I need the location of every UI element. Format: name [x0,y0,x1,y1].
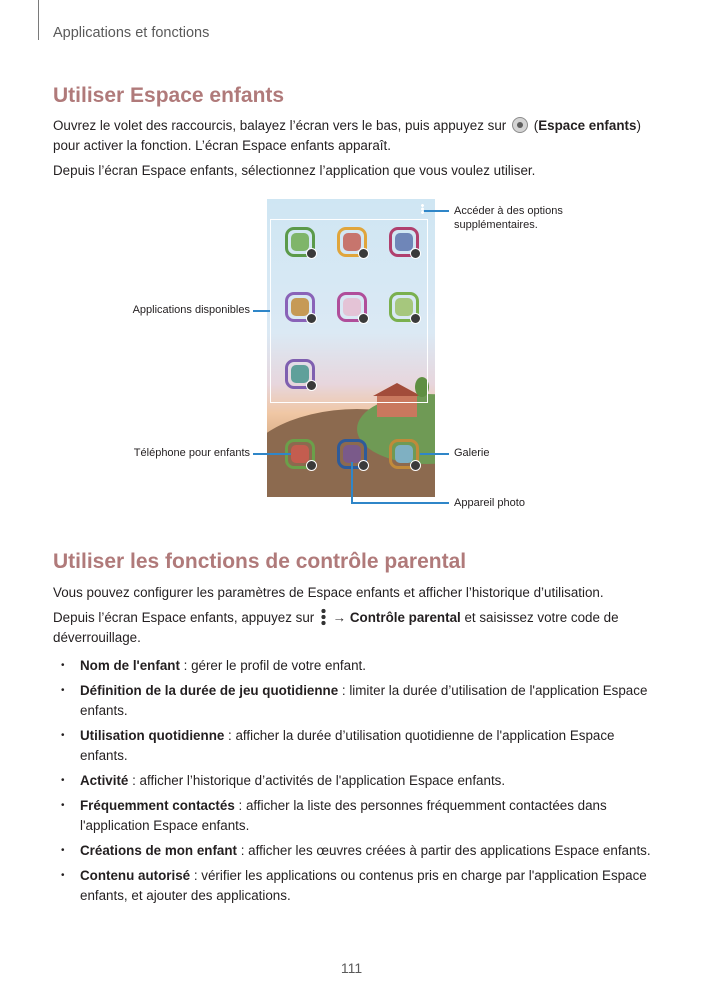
p2-text-after: et saisissez votre code de déverrouillage. [53,610,619,645]
download-icon [306,460,317,471]
kids-app-3-icon[interactable] [389,227,419,257]
section1-paragraph-1: Ouvrez le volet des raccourcis, balayez l’écran vers le bas, puis appuyez sur (Espace enfants) pour activer la fonction. L’écran Espace enfants apparaît. [53,118,641,153]
callout-gallery: Galerie [454,447,490,459]
list-item [53,726,663,766]
p1-text-before: Ouvrez le volet des raccourcis, balayez l’écran vers le bas, puis appuyez sur [53,118,507,133]
p1-text-after: pour activer la fonction. L’écran Espace enfants apparaît. [53,138,391,153]
list-item [53,771,663,791]
section2-paragraph-1: Vous pouvez configurer les paramètres de Espace enfants et afficher l’historique d’utilisation. [53,585,604,600]
callout-line-camera [351,502,449,504]
section1-paragraph-2: Depuis l’écran Espace enfants, sélectionnez l’application que vous voulez utiliser. [53,163,536,178]
download-icon [358,460,369,471]
kids-app-2-icon[interactable] [337,227,367,257]
callout-kids-phone: Téléphone pour enfants [133,447,250,459]
list-item-desc: : gérer le profil de votre enfant. [179,658,366,673]
list-item [53,656,663,676]
download-icon [306,380,317,391]
kids-app-4-icon[interactable] [285,292,315,322]
section1-title: Utiliser Espace enfants [53,84,285,107]
list-item [53,866,663,906]
list-item-desc: : afficher l’historique d’activités de l'application Espace enfants. [128,773,506,788]
callout-camera: Appareil photo [454,497,525,509]
header-rule [38,0,39,40]
list-item [53,796,663,836]
download-icon [306,313,317,324]
list-item-term: Contenu autorisé [80,868,191,883]
section-header: Applications et fonctions [53,25,210,41]
list-item [53,681,663,721]
list-item-term: Fréquemment contactés [80,798,235,813]
p2-bold: Contrôle parental [349,610,461,625]
kids-gallery-icon[interactable] [389,439,419,469]
p1-bold: Espace enfants [538,118,637,133]
download-icon [306,248,317,259]
list-item-term: Nom de l'enfant [80,658,180,673]
download-icon [358,248,369,259]
callout-line-camera-vertical [351,462,353,503]
kids-app-5-icon[interactable] [337,292,367,322]
download-icon [358,313,369,324]
list-item-desc: : afficher la liste des personnes fréquemment contactées dans l'application Espace enfants. [80,798,607,833]
list-item-term: Activité [80,773,129,788]
more-options-icon [321,608,326,626]
kids-home-icon [512,117,528,133]
parental-control-list [53,656,663,911]
callout-options: Accéder à des options supplémentaires. [454,205,563,231]
callout-line-apps [253,310,270,312]
list-item-term: Créations de mon enfant [80,843,237,858]
list-item [53,841,663,861]
page-number: 111 [340,960,363,976]
list-item-desc: : limiter la durée d’utilisation de l'application Espace enfants. [80,683,648,718]
callout-line-gallery [420,453,449,455]
list-item-term: Définition de la durée de jeu quotidienne [80,683,339,698]
callout-line-options [424,210,449,212]
kids-app-7-icon[interactable] [285,359,315,389]
download-icon [410,248,421,259]
list-item-desc: : afficher les œuvres créées à partir des applications Espace enfants. [237,843,651,858]
kids-app-6-icon[interactable] [389,292,419,322]
list-item-term: Utilisation quotidienne [80,728,225,743]
more-options-icon[interactable] [421,204,424,214]
kids-home-screenshot [267,199,435,497]
section2-title: Utiliser les fonctions de contrôle parental [53,550,467,573]
list-item-desc: : vérifier les applications ou contenus pris en charge par l'application Espace enfants, et ajouter des applications. [80,868,647,903]
kids-app-1-icon[interactable] [285,227,315,257]
section2-paragraph-2 [53,608,663,648]
p2-arrow: → [332,610,347,625]
p2-text-before: Depuis l’écran Espace enfants, appuyez sur [53,610,315,625]
download-icon [410,313,421,324]
callout-available-apps: Applications disponibles [132,304,250,316]
list-item-desc: : afficher la durée d’utilisation quotidienne de l'application Espace enfants. [80,728,615,763]
callout-line-phone [253,453,291,455]
download-icon [410,460,421,471]
